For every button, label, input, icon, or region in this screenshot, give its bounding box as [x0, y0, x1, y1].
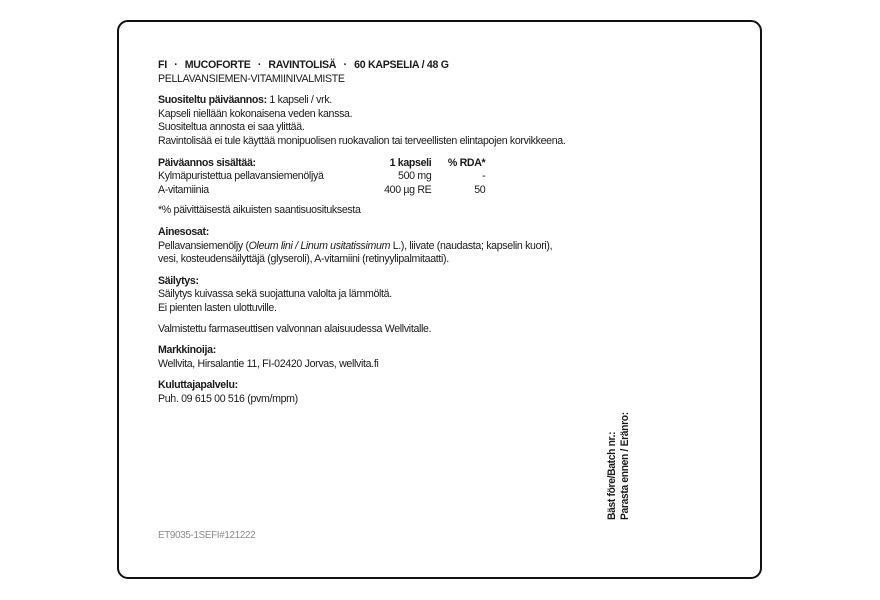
rda-footnote: *% päivittäisestä aikuisten saantisuosituksesta — [158, 204, 361, 217]
batch-line-sv: Bäst före/Batch nr.: — [606, 431, 618, 520]
storage-section — [158, 275, 623, 336]
header-category: RAVINTOLISÄ — [268, 59, 337, 71]
dosage-line: Kapseli niellään kokonaisena veden kanssa. — [158, 107, 353, 120]
dosage-section — [158, 94, 623, 148]
header-separator: · — [343, 59, 347, 71]
latin-name: Oleum lini / Linum usitatissimum — [248, 239, 391, 252]
marketer-title: Markkinoija: — [158, 344, 216, 357]
nutrient-name: A-vitamiinia — [158, 183, 209, 196]
nutrient-rda: - — [482, 170, 486, 183]
ingredients-title: Ainesosat: — [158, 225, 209, 238]
header-product-name: MUCOFORTE — [184, 59, 251, 71]
header-quantity: 60 KAPSELIA / 48 G — [354, 59, 449, 71]
dosage-value: 1 kapseli / vrk. — [266, 94, 332, 107]
label-content — [158, 59, 623, 406]
ingredients-line: Pellavansiemenöljy (Oleum lini / Linum usitatissimum L.), liivate (naudasta; kapselin kuori), — [158, 239, 553, 252]
nutrition-row — [158, 170, 485, 184]
header-separator: · — [257, 59, 262, 71]
dosage-line: Suositeltua annosta ei saa ylittää. — [158, 121, 305, 134]
nutrition-header-rda: % RDA* — [447, 156, 486, 169]
storage-line: Ei pienten lasten ulottuville. — [158, 301, 277, 314]
batch-line-fi: Parasta ennen / Eränro: — [619, 412, 631, 520]
marketer-address: Wellvita, Hirsalantie 11, FI-02420 Jorvas, wellvita.fi — [158, 357, 379, 370]
header-separator: · — [174, 59, 178, 71]
nutrition-section — [158, 157, 623, 218]
nutrition-header-label: Päiväannos sisältää: — [158, 156, 256, 169]
nutrition-row — [158, 184, 485, 198]
manufacturing-note: Valmistettu farmaseuttisen valvonnan alaisuudessa Wellvitalle. — [158, 322, 432, 335]
batch-info — [606, 412, 632, 520]
dosage-title: Suositeltu päiväannos: — [158, 94, 267, 107]
nutrition-header-row — [158, 157, 485, 171]
customer-service-title: Kuluttajapalvelu: — [158, 379, 238, 392]
nutrient-rda: 50 — [474, 183, 486, 196]
marketer-section — [158, 344, 623, 371]
product-code: ET9035-1SEFI#121222 — [158, 529, 256, 541]
nutrient-amount: 400 µg RE — [384, 183, 432, 196]
product-subtitle: PELLAVANSIEMEN-VITAMIINIVALMISTE — [158, 72, 345, 85]
nutrient-amount: 500 mg — [398, 170, 432, 183]
ingredients-line: vesi, kosteudensäilyttäjä (glyseroli), A-vitamiini (retinyylipalmitaatti). — [158, 253, 449, 266]
ingredients-section — [158, 226, 623, 267]
storage-title: Säilytys: — [158, 274, 199, 287]
nutrition-table — [158, 157, 485, 198]
storage-line: Säilytys kuivassa sekä suojattuna valolta ja lämmöltä. — [158, 288, 392, 301]
product-header — [158, 59, 623, 73]
customer-service-section — [158, 379, 623, 406]
customer-service-phone: Puh. 09 615 00 516 (pvm/mpm) — [158, 392, 298, 405]
nutrition-header-amount: 1 kapseli — [389, 156, 432, 169]
header-language: FI — [158, 59, 167, 71]
dosage-line: Ravintolisää ei tule käyttää monipuolisen ruokavalion tai terveellisten elintapojen korvikkeena. — [158, 134, 566, 147]
nutrient-name: Kylmäpuristettua pellavansiemenöljyä — [158, 170, 324, 183]
